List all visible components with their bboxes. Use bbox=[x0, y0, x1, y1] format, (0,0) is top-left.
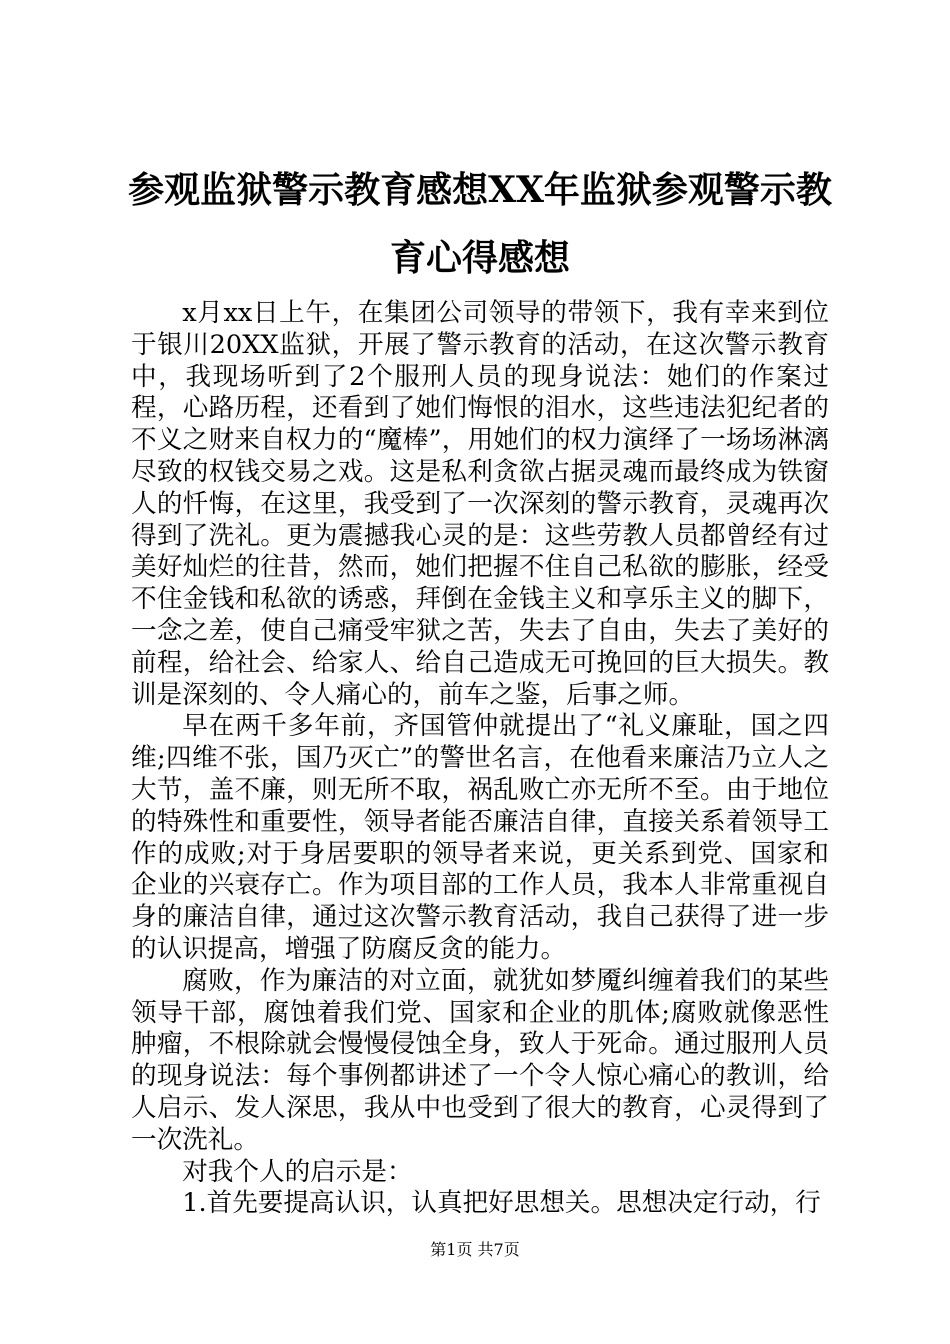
paragraph-5: 1.首先要提高认识，认真把好思想关。思想决定行动，行 bbox=[182, 1188, 821, 1219]
document-title: 参观监狱警示教育感想XX年监狱参观警示教育心得感想 bbox=[128, 169, 832, 279]
document-body bbox=[131, 298, 829, 1220]
page-footer: 第1页 共7页 bbox=[430, 1240, 520, 1259]
paragraph-1: x月xx日上午，在集团公司领导的带领下，我有幸来到位于银川20XX监狱，开展了警示教育的活动，在这次警示教育中，我现场听到了2个服刑人员的现身说法：她们的作案过程，心路历程，还看到了她们悔恨的泪水，这些违法犯纪者的不义之财来自权力的“魔棒”，用她们的权力演绎了一场场淋漓尽致的权钱交易之戏。这是私利贪欲占据灵魂而最终成为铁窗人的忏悔，在这里，我受到了一次深刻的警示教育，灵魂再次得到了洗礼。更为震撼我心灵的是：这些劳教人员都曾经有过美好灿烂的往昔，然而，她们把握不住自己私欲的膨胀，经受不住金钱和私欲的诱惑，拜倒在金钱主义和享乐主义的脚下，一念之差，使自己痛受牢狱之苦，失去了自由，失去了美好的前程，给社会、给家人、给自己造成无可挽回的巨大损失。教训是深刻的、令人痛心的，前车之鉴，后事之师。 bbox=[131, 298, 829, 710]
paragraph-2: 早在两千多年前，齐国管仲就提出了“礼义廉耻，国之四维;四维不张，国乃灭亡”的警世名言，在他看来廉洁乃立人之大节，盖不廉，则无所不取，祸乱败亡亦无所不至。由于地位的特殊性和重要性，领导者能否廉洁自律，直接关系着领导工作的成败;对于身居要职的领导者来说，更关系到党、国家和企业的兴衰存亡。作为项目部的工作人员，我本人非常重视自身的廉洁自律，通过这次警示教育活动，我自己获得了进一步的认识提高，增强了防腐反贪的能力。 bbox=[131, 711, 829, 964]
paragraph-3: 腐败，作为廉洁的对立面，就犹如梦魇纠缠着我们的某些领导干部，腐蚀着我们党、国家和企业的肌体;腐败就像恶性肿瘤，不根除就会慢慢侵蚀全身，致人于死命。通过服刑人员的现身说法：每个事例都讲述了一个令人惊心痛心的教训，给人启示、发人深思，我从中也受到了很大的教育，心灵得到了一次洗礼。 bbox=[131, 965, 829, 1155]
paragraph-4: 对我个人的启示是： bbox=[182, 1156, 413, 1187]
